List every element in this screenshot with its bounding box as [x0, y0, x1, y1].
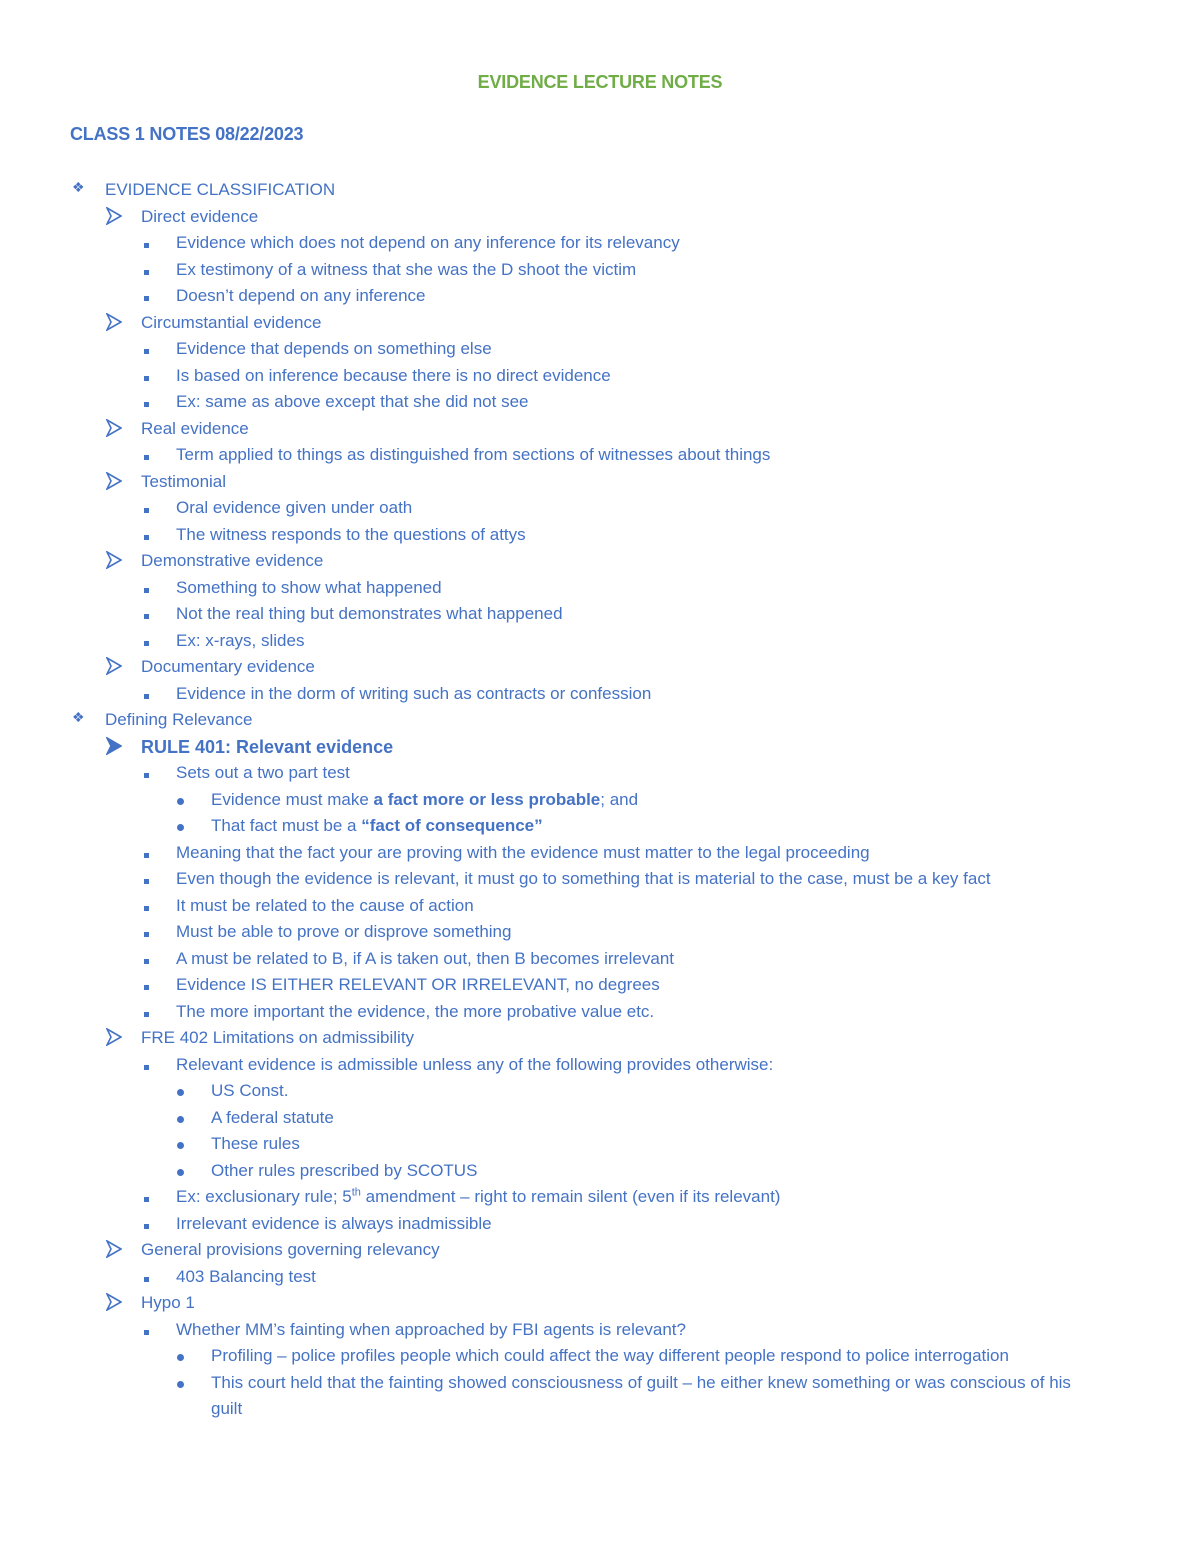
arrowhead-icon [106, 734, 126, 760]
item-text: Doesn’t depend on any inference [176, 286, 426, 305]
item-text: Something to show what happened [176, 577, 442, 597]
outline-item [0, 707, 1200, 734]
round-bullet-icon [176, 1131, 196, 1157]
outline-item [0, 681, 1200, 708]
superscript-text: th [351, 1186, 361, 1199]
outline-item [0, 283, 1200, 310]
square-bullet-icon [142, 522, 162, 548]
outline-item [0, 628, 1200, 655]
round-bullet-icon [176, 1343, 196, 1369]
outline-item [0, 734, 1200, 761]
item-text: Is based on inference because there is no direct evidence [176, 365, 611, 385]
outline-item [0, 601, 1200, 628]
item-text [211, 813, 1200, 840]
outline-item [0, 204, 1200, 231]
item-text: Not the real thing but demonstrates what happened [176, 604, 563, 623]
item-text [176, 1184, 1200, 1211]
text-run: Ex: exclusionary rule; 5 [176, 1187, 352, 1206]
item-text: Real evidence [141, 418, 249, 438]
outline-item [0, 1131, 1200, 1158]
outline-item [0, 1264, 1200, 1291]
arrowhead-icon [106, 1025, 126, 1051]
item-text: Evidence that depends on something else [176, 339, 492, 358]
outline-item [0, 1211, 1200, 1238]
outline-item [0, 893, 1200, 920]
class-heading: CLASS 1 NOTES 08/22/2023 [70, 124, 304, 144]
outline-item [0, 1317, 1200, 1344]
round-bullet-icon [176, 813, 196, 839]
item-text: This court held that the fainting showed consciousness of guilt – he either knew something or was conscious of his guilt [211, 1372, 1071, 1418]
outline-item [0, 1158, 1200, 1185]
square-bullet-icon [142, 866, 162, 892]
four-diamond-icon: ❖ [72, 179, 85, 195]
bold-text-run: a fact more or less probable [373, 789, 601, 809]
item-text: Must be able to prove or disprove something [176, 922, 512, 941]
rule-401-heading: RULE 401: Relevant evidence [141, 736, 394, 757]
text-run: amendment – right to remain silent (even if its relevant) [360, 1187, 781, 1206]
item-text: US Const. [211, 1081, 289, 1100]
bold-text-run: “fact of consequence” [361, 816, 543, 835]
outline-item [0, 813, 1200, 840]
round-bullet-icon [176, 1105, 196, 1131]
item-text: Irrelevant evidence is always inadmissible [176, 1213, 492, 1233]
outline-item [0, 575, 1200, 602]
square-bullet-icon [142, 336, 162, 362]
item-text: 403 Balancing test [176, 1266, 316, 1286]
outline-item [0, 1025, 1200, 1052]
square-bullet-icon [142, 946, 162, 972]
text-run: That fact must be a [211, 816, 362, 835]
document-title: EVIDENCE LECTURE NOTES [477, 72, 723, 92]
item-text: Documentary evidence [141, 657, 315, 676]
item-text: Evidence IS EITHER RELEVANT OR IRRELEVANT, no degrees [176, 975, 660, 994]
outline-item [0, 1184, 1200, 1211]
item-text: Sets out a two part test [176, 763, 350, 782]
outline-item [0, 866, 1200, 893]
item-text: The more important the evidence, the more probative value etc. [176, 1001, 655, 1021]
item-text: The witness responds to the questions of attys [176, 524, 526, 544]
four-diamond-icon: ❖ [72, 709, 85, 725]
arrowhead-icon [106, 1290, 126, 1316]
item-text: General provisions governing relevancy [141, 1240, 440, 1259]
square-bullet-icon [142, 442, 162, 468]
square-bullet-icon [142, 1052, 162, 1078]
item-text: Direct evidence [141, 206, 259, 226]
text-run: ; and [600, 789, 639, 809]
square-bullet-icon [142, 972, 162, 998]
outline-item [0, 389, 1200, 416]
square-bullet-icon [142, 389, 162, 415]
outline-item [0, 946, 1200, 973]
outline-item [0, 760, 1200, 787]
item-text: Even though the evidence is relevant, it must go to something that is material to the case, must be a key fact [176, 869, 991, 888]
outline-item [0, 1237, 1200, 1264]
item-text: Other rules prescribed by SCOTUS [211, 1160, 478, 1180]
square-bullet-icon [142, 230, 162, 256]
outline-item [0, 522, 1200, 549]
item-text: Profiling – police profiles people which could affect the way different people respond to police interrogation [211, 1346, 1009, 1365]
item-text: Testimonial [141, 471, 227, 491]
item-text: A must be related to B, if A is taken out, then B becomes irrelevant [176, 948, 674, 968]
arrowhead-icon [106, 204, 126, 230]
round-bullet-icon [176, 1158, 196, 1184]
arrowhead-icon [106, 469, 126, 495]
outline-item [0, 919, 1200, 946]
item-text: It must be related to the cause of action [176, 895, 474, 915]
outline-item [0, 336, 1200, 363]
item-text: Meaning that the fact your are proving with the evidence must matter to the legal proceeding [176, 842, 870, 862]
outline-item [0, 1052, 1200, 1079]
outline-item [0, 972, 1200, 999]
square-bullet-icon [142, 893, 162, 919]
outline-item [0, 230, 1200, 257]
outline-item [0, 416, 1200, 443]
item-text: Defining Relevance [105, 710, 253, 729]
arrowhead-icon [106, 1237, 126, 1263]
outline-item [0, 1078, 1200, 1105]
square-bullet-icon [142, 601, 162, 627]
round-bullet-icon [176, 787, 196, 813]
item-text: Relevant evidence is admissible unless any of the following provides otherwise: [176, 1054, 774, 1074]
arrowhead-icon [106, 654, 126, 680]
square-bullet-icon [142, 575, 162, 601]
square-bullet-icon [142, 363, 162, 389]
text-run: Evidence must make [211, 789, 374, 809]
outline-item [0, 787, 1200, 814]
outline-item [0, 1105, 1200, 1132]
square-bullet-icon [142, 1264, 162, 1290]
square-bullet-icon [142, 1184, 162, 1210]
item-text: Whether MM’s fainting when approached by FBI agents is relevant? [176, 1319, 686, 1339]
item-text: Evidence in the dorm of writing such as contracts or confession [176, 683, 652, 703]
square-bullet-icon [142, 840, 162, 866]
outline-item [0, 1343, 1200, 1370]
outline-item [0, 177, 1200, 204]
outline-item [0, 495, 1200, 522]
item-text: FRE 402 Limitations on admissibility [141, 1028, 415, 1047]
outline-item [0, 310, 1200, 337]
square-bullet-icon [142, 1211, 162, 1237]
outline-item [0, 1370, 1200, 1423]
item-text: Oral evidence given under oath [176, 498, 413, 517]
item-text: EVIDENCE CLASSIFICATION [105, 180, 336, 199]
square-bullet-icon [142, 628, 162, 654]
round-bullet-icon [176, 1078, 196, 1104]
square-bullet-icon [142, 1317, 162, 1343]
item-text: A federal statute [211, 1107, 334, 1127]
item-text: Hypo 1 [141, 1293, 195, 1312]
item-text: Ex: same as above except that she did not see [176, 392, 529, 411]
square-bullet-icon [142, 919, 162, 945]
outline-item [0, 257, 1200, 284]
square-bullet-icon [142, 999, 162, 1025]
item-text [211, 787, 1200, 814]
outline-item [0, 1290, 1200, 1317]
item-text: Ex testimony of a witness that she was the D shoot the victim [176, 259, 637, 279]
notes-outline [0, 177, 1200, 1423]
arrowhead-icon [106, 310, 126, 336]
arrowhead-icon [106, 416, 126, 442]
outline-item [0, 469, 1200, 496]
item-text: Evidence which does not depend on any inference for its relevancy [176, 233, 680, 252]
outline-item [0, 840, 1200, 867]
square-bullet-icon [142, 283, 162, 309]
square-bullet-icon [142, 681, 162, 707]
round-bullet-icon [176, 1370, 196, 1396]
arrowhead-icon [106, 548, 126, 574]
item-text: Ex: x-rays, slides [176, 630, 305, 650]
outline-item [0, 363, 1200, 390]
item-text: These rules [211, 1134, 300, 1153]
item-text: Term applied to things as distinguished from sections of witnesses about things [176, 445, 771, 464]
square-bullet-icon [142, 495, 162, 521]
outline-item [0, 654, 1200, 681]
outline-item [0, 548, 1200, 575]
outline-item [0, 442, 1200, 469]
item-text: Demonstrative evidence [141, 551, 324, 570]
item-text: Circumstantial evidence [141, 312, 322, 332]
outline-item [0, 999, 1200, 1026]
square-bullet-icon [142, 257, 162, 283]
square-bullet-icon [142, 760, 162, 786]
